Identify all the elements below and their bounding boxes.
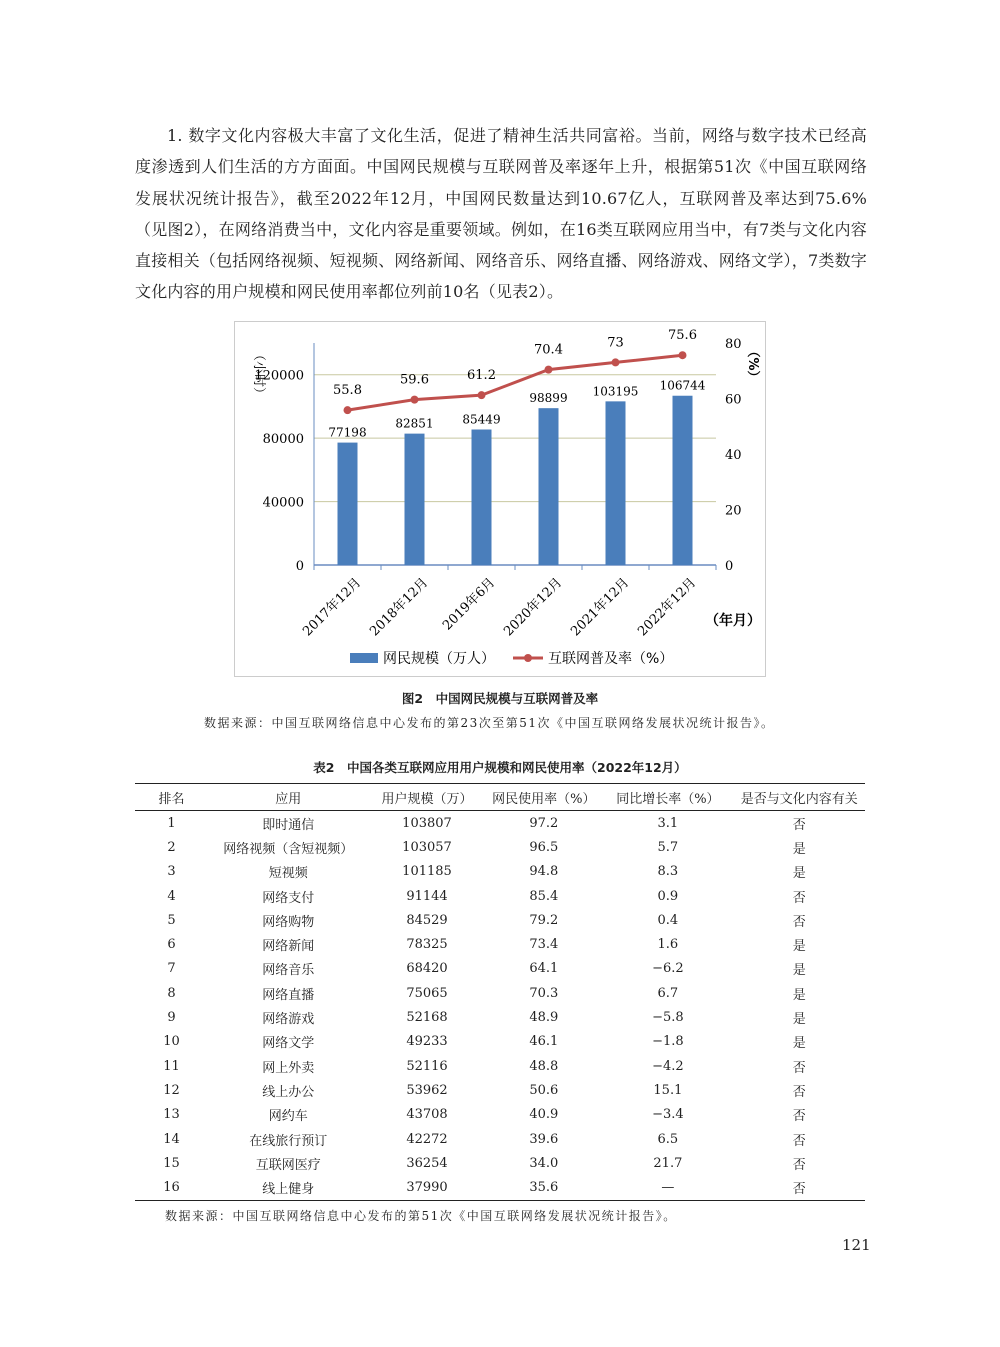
- table-cell: 是: [792, 939, 806, 955]
- table-cell: 6.7: [657, 985, 679, 1001]
- table-cell: 即时通信: [262, 817, 315, 833]
- y-axis-label: （小时）: [251, 347, 266, 401]
- column-header: 用户规模（万）: [381, 791, 473, 807]
- y2-tick-label: 0: [725, 559, 734, 574]
- x-tick-label: 2022年12月: [635, 575, 700, 640]
- table-cell: 13: [163, 1107, 180, 1123]
- y2-axis-label: （%）: [745, 344, 760, 384]
- line-data-label: 55.8: [333, 383, 362, 399]
- y-tick-label: 40000: [262, 495, 304, 511]
- table-cell: 48.9: [529, 1010, 559, 1026]
- table-cell: 49233: [406, 1034, 448, 1050]
- table-cell: 否: [792, 914, 806, 930]
- table-cell: 46.1: [529, 1034, 559, 1050]
- table-cell: 在线旅行预订: [249, 1133, 328, 1149]
- table-cell: 79.2: [529, 912, 559, 928]
- x-axis-label: （年月）: [705, 613, 761, 629]
- line-data-label: 73: [607, 335, 624, 351]
- legend-line-label: 互联网普及率（%）: [548, 651, 674, 667]
- table-cell: 网上外卖: [262, 1060, 315, 1076]
- y-tick-label: 120000: [254, 368, 304, 384]
- table-cell: 3: [167, 864, 176, 880]
- table-source: 数据来源：中国互联网络信息中心发布的第51次《中国互联网络发展状况统计报告》。: [165, 1209, 677, 1223]
- legend-bar-swatch: [350, 653, 378, 663]
- table-cell: 84529: [406, 912, 448, 928]
- table-row: [135, 811, 865, 836]
- table-cell: 16: [163, 1180, 180, 1196]
- table-cell: 7: [167, 961, 176, 977]
- table-cell: 73.4: [529, 937, 559, 953]
- table-row: [135, 1005, 865, 1029]
- bar: [472, 430, 492, 565]
- line-point: [679, 351, 687, 359]
- table-cell: 网络新闻: [262, 939, 315, 955]
- figure-caption: 图2 中国网民规模与互联网普及率: [401, 691, 599, 706]
- table-row: [135, 981, 865, 1005]
- table-row: [135, 1175, 865, 1200]
- table-cell: 否: [792, 1084, 806, 1100]
- table-row: [135, 1054, 865, 1078]
- table-cell: 40.9: [529, 1107, 559, 1123]
- bar: [673, 396, 693, 565]
- table-cell: 否: [792, 890, 806, 906]
- table-cell: 8.3: [657, 864, 679, 880]
- x-tick-label: 2017年12月: [300, 575, 365, 640]
- table-cell: 否: [792, 1109, 806, 1125]
- table-cell: 53962: [406, 1082, 448, 1098]
- line-data-label: 75.6: [668, 328, 697, 344]
- table-cell: 是: [792, 963, 806, 979]
- bar-data-label: 77198: [328, 425, 367, 440]
- table-cell: 36254: [406, 1155, 448, 1171]
- table-cell: 37990: [406, 1180, 448, 1196]
- table-cell: 14: [163, 1131, 180, 1147]
- line-point: [612, 358, 620, 366]
- table-cell: 43708: [406, 1107, 448, 1123]
- line-point: [344, 406, 352, 414]
- y2-tick-label: 60: [725, 392, 742, 408]
- legend-bar-label: 网民规模（万人）: [383, 651, 495, 667]
- table-cell: 78325: [406, 937, 448, 953]
- table-cell: 5: [167, 912, 176, 928]
- table-cell: −1.8: [652, 1034, 684, 1050]
- table-cell: 否: [792, 1157, 806, 1173]
- body-paragraph: 1. 数字文化内容极大丰富了文化生活，促进了精神生活共同富裕。当前，网络与数字技术已经高度渗透到人们生活的方方面面。中国网民规模与互联网普及率逐年上升，根据第51次《中国互联网络发展状况统计报告》，截至2022年12月，中国网民数量达到10.67亿人，互联网普及率达到75.6%（见图2），在网络消费当中，文化内容是重要领域。例如，在16类互联网应用当中，有7类与文化内容直接相关（包括网络视频、短视频、网络新闻、网络音乐、网络直播、网络游戏、网络文学），7类数字文化内容的用户规模和网民使用率都位列前10名（见表2）。: [135, 126, 867, 302]
- page-number: 121: [842, 1236, 871, 1254]
- table-cell: 3.1: [657, 815, 679, 831]
- table-cell: 42272: [406, 1131, 448, 1147]
- table-cell: 否: [792, 1060, 806, 1076]
- table-cell: 15.1: [653, 1082, 683, 1098]
- table-cell: 85.4: [529, 888, 559, 904]
- figure-chart: [234, 321, 766, 677]
- table-cell: 网络文学: [262, 1036, 315, 1052]
- bar: [606, 401, 626, 565]
- table-row: [135, 1103, 865, 1127]
- bar-data-label: 103195: [592, 384, 639, 399]
- table-cell: 网络视频（含短视频）: [223, 841, 354, 857]
- table-cell: 35.6: [529, 1180, 559, 1196]
- y-tick-label: 0: [295, 559, 304, 574]
- table-cell: 96.5: [529, 839, 559, 855]
- table-cell: 网络支付: [262, 890, 315, 906]
- column-header: 应用: [275, 791, 302, 807]
- table-cell: 50.6: [529, 1082, 559, 1098]
- table-cell: 75065: [406, 985, 448, 1001]
- table-cell: 52116: [406, 1058, 448, 1074]
- table-row: [135, 1151, 865, 1175]
- table-cell: 4: [167, 888, 176, 904]
- table-row: [135, 957, 865, 981]
- table-row: [135, 1030, 865, 1054]
- bar-data-label: 98899: [529, 391, 568, 406]
- table-cell: 否: [792, 1133, 806, 1149]
- table-cell: 网络游戏: [262, 1012, 315, 1028]
- table-cell: −6.2: [652, 961, 684, 977]
- table-cell: −5.8: [652, 1010, 684, 1026]
- table-cell: 2: [167, 839, 176, 855]
- x-tick-label: 2019年6月: [440, 575, 499, 634]
- table-cell: 68420: [406, 961, 448, 977]
- table-cell: 6: [167, 937, 176, 953]
- y2-tick-label: 80: [725, 337, 742, 352]
- line-data-label: 70.4: [534, 342, 563, 358]
- table-cell: 10: [163, 1034, 180, 1050]
- table-cell: 线上办公: [262, 1084, 315, 1100]
- table-cell: 网约车: [268, 1109, 308, 1125]
- column-header: 排名: [158, 791, 185, 807]
- table-cell: 是: [792, 866, 806, 882]
- line-point: [411, 396, 419, 404]
- table-cell: 97.2: [529, 815, 559, 831]
- table-cell: 21.7: [653, 1155, 683, 1171]
- bar-data-label: 85449: [462, 412, 501, 427]
- y2-tick-label: 20: [725, 503, 742, 519]
- line-data-label: 61.2: [467, 368, 496, 384]
- table-cell: —: [661, 1180, 675, 1196]
- table-cell: 9: [167, 1010, 176, 1026]
- x-tick-label: 2018年12月: [367, 575, 432, 640]
- bar: [338, 443, 358, 565]
- table-cell: 94.8: [529, 864, 559, 880]
- bar: [539, 408, 559, 565]
- line-point: [478, 391, 486, 399]
- table-cell: 6.5: [657, 1131, 679, 1147]
- table-cell: 64.1: [529, 961, 559, 977]
- table-caption: 表2 中国各类互联网应用用户规模和网民使用率（2022年12月）: [313, 760, 687, 775]
- table-cell: 1: [167, 815, 176, 831]
- y-tick-label: 80000: [262, 432, 304, 448]
- table-cell: 0.4: [657, 912, 679, 928]
- table-cell: 34.0: [529, 1155, 559, 1171]
- table-cell: 是: [792, 1012, 806, 1028]
- table-row: [135, 860, 865, 884]
- combo-chart: [235, 322, 765, 676]
- table-row: [135, 1127, 865, 1151]
- table-row: [135, 1078, 865, 1102]
- x-tick-label: 2021年12月: [568, 575, 633, 640]
- table-row: [135, 884, 865, 908]
- table-cell: 91144: [406, 888, 448, 904]
- line-data-label: 59.6: [400, 372, 429, 388]
- line-series: [348, 355, 683, 410]
- column-header: 同比增长率（%）: [616, 791, 720, 807]
- figure-source: 数据来源：中国互联网络信息中心发布的第23次至第51次《中国互联网络发展状况统计报告》。: [204, 716, 775, 730]
- table-cell: 5.7: [657, 839, 679, 855]
- table-header-row: [135, 784, 865, 811]
- table-cell: −4.2: [652, 1058, 684, 1074]
- table-cell: 短视频: [268, 866, 308, 882]
- table-cell: 52168: [406, 1010, 448, 1026]
- legend-line-marker: [524, 654, 532, 662]
- table-cell: 线上健身: [262, 1182, 315, 1198]
- table-row: [135, 932, 865, 956]
- table-cell: 48.8: [529, 1058, 559, 1074]
- table-cell: 是: [792, 841, 806, 857]
- table-cell: 12: [163, 1082, 180, 1098]
- table-cell: 1.6: [657, 937, 679, 953]
- bar-data-label: 106744: [659, 378, 706, 393]
- bar: [405, 434, 425, 565]
- x-tick-label: 2020年12月: [501, 575, 566, 640]
- table-cell: 11: [163, 1058, 180, 1074]
- table-cell: 否: [792, 817, 806, 833]
- table-cell: 0.9: [657, 888, 679, 904]
- data-table: [135, 783, 865, 1201]
- table-row: [135, 908, 865, 932]
- line-point: [545, 366, 553, 374]
- table-cell: 39.6: [529, 1131, 559, 1147]
- y2-tick-label: 40: [725, 448, 742, 463]
- table-cell: 互联网医疗: [255, 1157, 321, 1173]
- table-cell: 网络购物: [262, 914, 315, 930]
- table-row: [135, 835, 865, 859]
- table-cell: 8: [167, 985, 176, 1001]
- table-cell: 网络音乐: [262, 963, 315, 979]
- table-cell: −3.4: [652, 1107, 684, 1123]
- bar-data-label: 82851: [395, 416, 434, 431]
- table-cell: 101185: [402, 864, 452, 880]
- table-cell: 网络直播: [262, 987, 315, 1003]
- table-cell: 否: [792, 1182, 806, 1198]
- table-cell: 70.3: [529, 985, 559, 1001]
- table-cell: 103057: [402, 839, 452, 855]
- table-cell: 103807: [402, 815, 452, 831]
- table-cell: 15: [163, 1155, 180, 1171]
- table-cell: 是: [792, 1036, 806, 1052]
- column-header: 是否与文化内容有关: [740, 791, 858, 807]
- column-header: 网民使用率（%）: [492, 791, 596, 807]
- table-cell: 是: [792, 987, 806, 1003]
